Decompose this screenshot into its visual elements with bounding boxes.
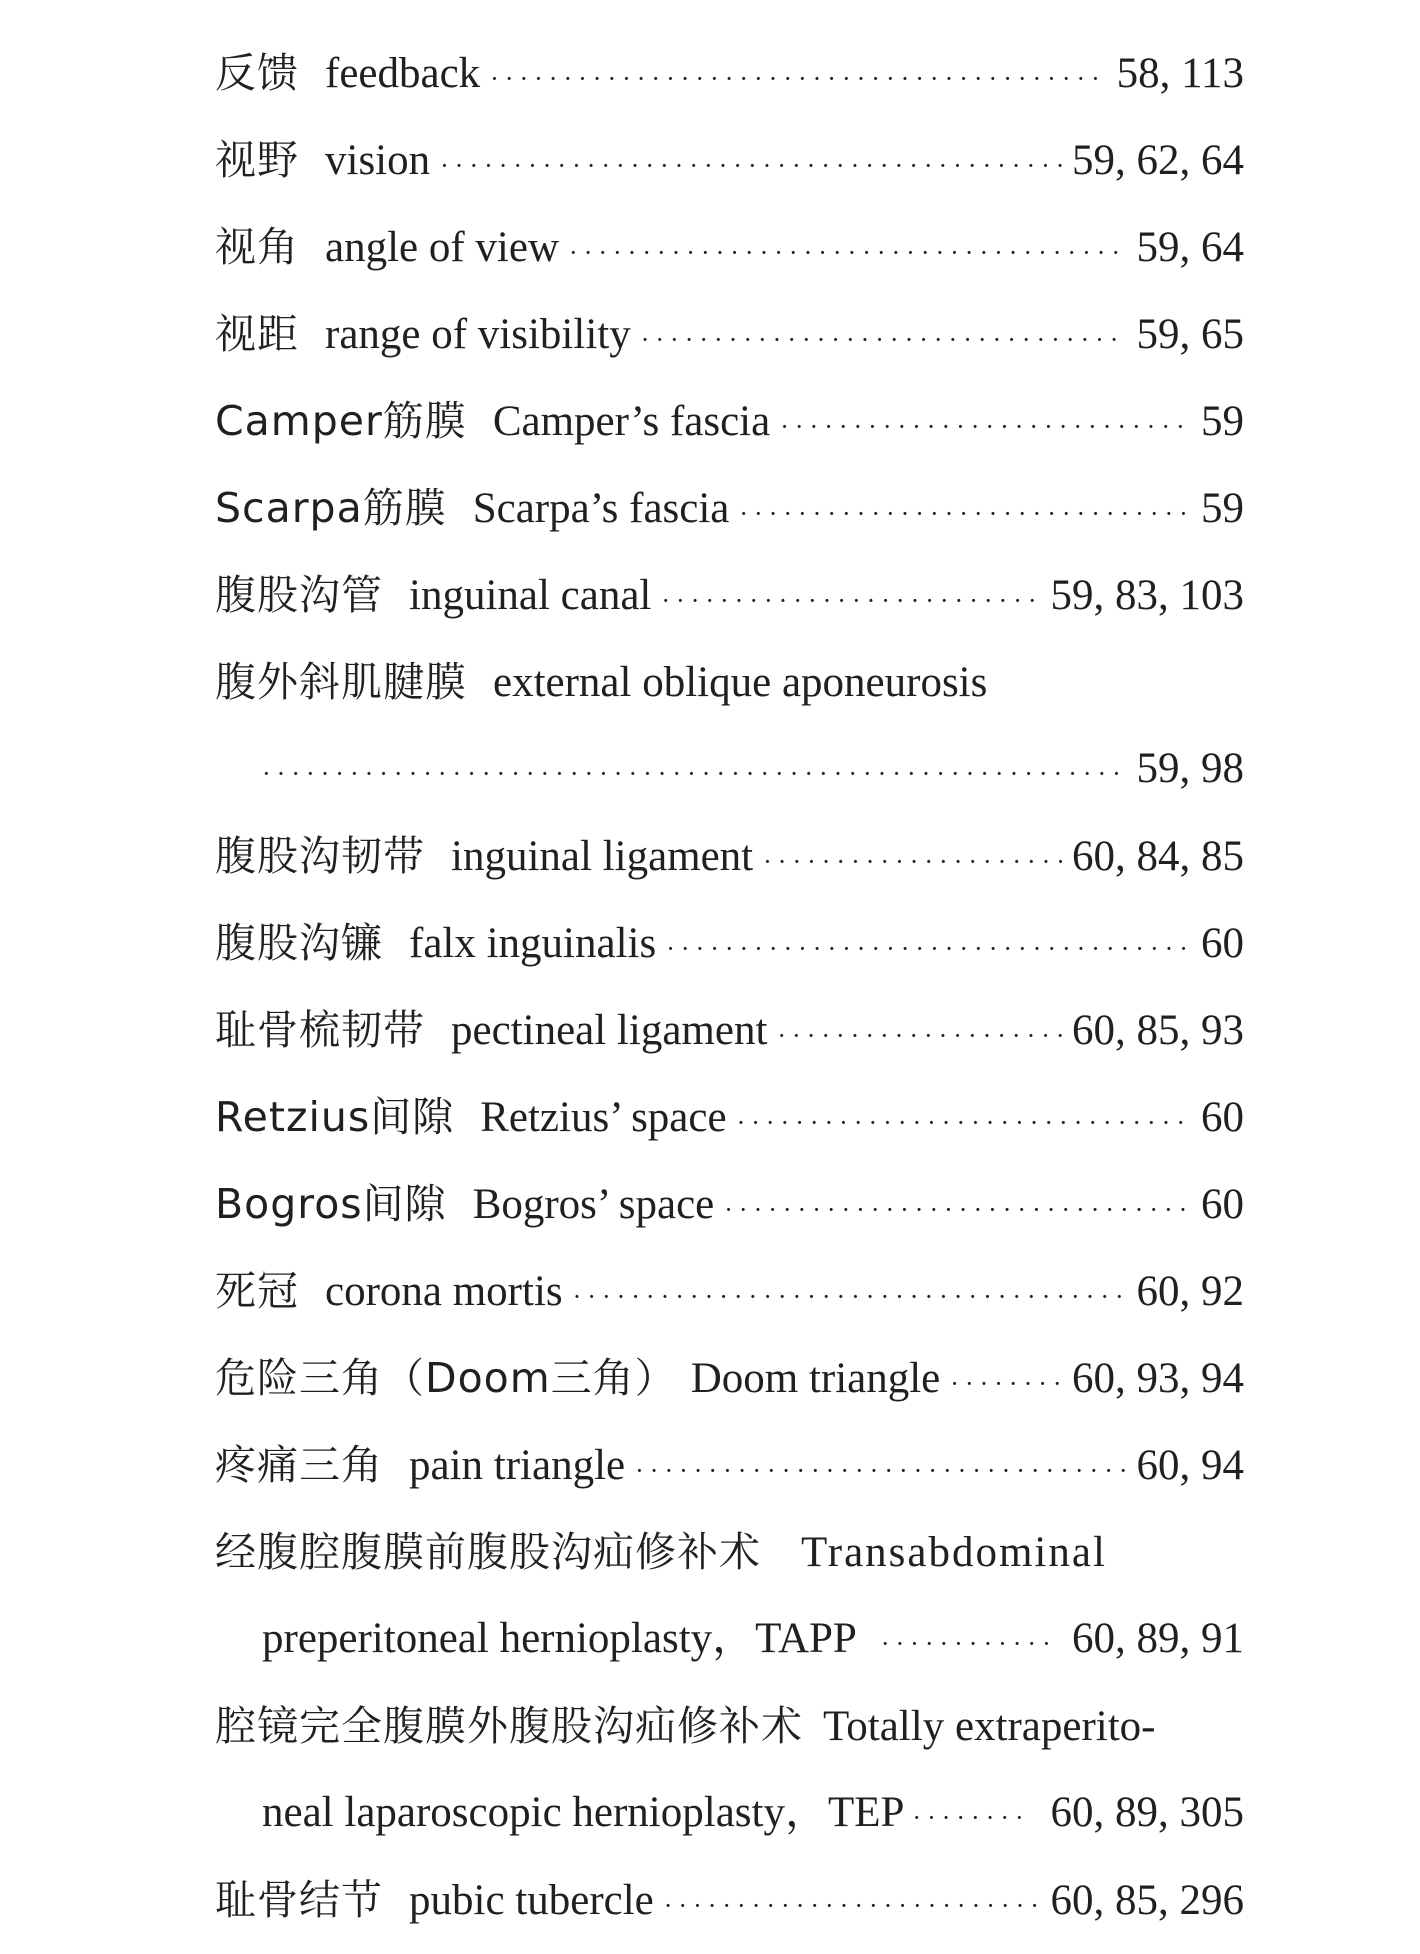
dot-leader xyxy=(950,1353,1062,1415)
entry-chinese-term: Retzius间隙 xyxy=(215,1093,455,1141)
entry-chinese-term: 疼痛三角 xyxy=(215,1441,383,1489)
entry-english-term: Camper’s fascia xyxy=(492,398,771,445)
index-entry-campers-fascia xyxy=(215,390,1244,452)
dot-leader xyxy=(573,1266,1127,1328)
entry-page-numbers: 58, 113 xyxy=(1116,50,1244,97)
dot-leader xyxy=(490,48,1106,110)
entry-chinese-term: 腔镜完全腹膜外腹股沟疝修补术 xyxy=(215,1702,803,1750)
entry-english-term: Transabdominal xyxy=(801,1529,1107,1576)
index-entry-retzius-space xyxy=(215,1086,1244,1148)
entry-page-numbers: 59 xyxy=(1201,398,1244,445)
entry-chinese-term: 耻骨梳韧带 xyxy=(215,1006,425,1054)
entry-english-term: vision xyxy=(325,137,431,184)
index-entry-range-of-visibility xyxy=(215,303,1244,365)
entry-english-term: external oblique aponeurosis xyxy=(493,659,988,706)
entry-page-numbers: 59, 83, 103 xyxy=(1050,572,1244,619)
index-entry-tep xyxy=(215,1695,1255,1757)
entry-chinese-term: 反馈 xyxy=(215,49,299,97)
entry-chinese-term: 视角 xyxy=(215,223,299,271)
entry-english-term: inguinal ligament xyxy=(451,833,754,880)
entry-chinese-term: 腹外斜肌腱膜 xyxy=(215,658,467,706)
dot-leader xyxy=(912,1787,1026,1849)
dot-leader xyxy=(569,222,1126,284)
dot-leader xyxy=(737,1092,1191,1154)
dot-leader xyxy=(664,1875,1041,1937)
entry-chinese-term: 腹股沟韧带 xyxy=(215,832,425,880)
entry-english-term: pain triangle xyxy=(409,1442,626,1489)
index-entry-scarpas-fascia xyxy=(215,477,1244,539)
index-entry-external-oblique-aponeurosis xyxy=(215,651,1065,713)
entry-page-numbers: 60, 85, 296 xyxy=(1050,1877,1244,1924)
index-entry-tapp xyxy=(215,1521,1255,1583)
index-entry-doom-triangle xyxy=(215,1347,1244,1409)
index-entry-vision xyxy=(215,129,1244,191)
entry-page-numbers: 59, 62, 64 xyxy=(1072,137,1244,184)
entry-english-term: pectineal ligament xyxy=(451,1007,768,1054)
entry-chinese-term: Bogros间隙 xyxy=(215,1180,447,1228)
dot-leader xyxy=(666,918,1191,980)
dot-leader xyxy=(763,831,1062,893)
entry-chinese-term: 视野 xyxy=(215,136,299,184)
entry-page-numbers: 59, 64 xyxy=(1136,224,1244,271)
entry-page-numbers: 59, 65 xyxy=(1136,311,1244,358)
entry-english-term: pubic tubercle xyxy=(409,1877,654,1924)
entry-chinese-term: 经腹腔腹膜前腹股沟疝修补术 xyxy=(215,1528,761,1576)
index-entry-external-oblique-aponeurosis-continuation xyxy=(262,738,1244,800)
entry-english-term: inguinal canal xyxy=(409,572,652,619)
entry-page-numbers: 60, 84, 85 xyxy=(1072,833,1244,880)
index-entry-pectineal-ligament xyxy=(215,999,1244,1061)
dot-leader xyxy=(724,1179,1191,1241)
entry-chinese-term: 危险三角（Doom三角） xyxy=(215,1354,677,1402)
entry-page-numbers: 59, 98 xyxy=(1136,745,1244,792)
entry-english-term: falx inguinalis xyxy=(409,920,657,967)
index-entry-pain-triangle xyxy=(215,1434,1244,1496)
entry-page-numbers: 59 xyxy=(1201,485,1244,532)
entry-page-numbers: 60, 93, 94 xyxy=(1072,1355,1244,1402)
dot-leader xyxy=(262,743,1127,805)
dot-leader xyxy=(780,396,1191,458)
entry-english-term-continuation: neal laparoscopic hernioplasty，TEP xyxy=(262,1789,905,1836)
index-entry-angle-of-view xyxy=(215,216,1244,278)
entry-chinese-term: Camper筋膜 xyxy=(215,397,467,445)
index-entry-bogros-space xyxy=(215,1173,1244,1235)
index-entry-inguinal-ligament xyxy=(215,825,1244,887)
entry-chinese-term: 死冠 xyxy=(215,1267,299,1315)
entry-page-numbers: 60 xyxy=(1201,1094,1244,1141)
dot-leader xyxy=(440,135,1062,197)
entry-chinese-term: 视距 xyxy=(215,310,299,358)
dot-leader xyxy=(881,1613,1048,1675)
entry-chinese-term: 腹股沟镰 xyxy=(215,919,383,967)
index-entry-tep-continuation xyxy=(262,1782,1244,1844)
entry-english-term-continuation: preperitoneal hernioplasty，TAPP xyxy=(262,1615,857,1662)
dot-leader xyxy=(777,1005,1062,1067)
entry-english-term: Doom triangle xyxy=(690,1355,941,1402)
entry-english-term: Totally extraperito- xyxy=(823,1703,1156,1750)
entry-english-term: Scarpa’s fascia xyxy=(472,485,730,532)
entry-chinese-term: 腹股沟管 xyxy=(215,571,383,619)
entry-page-numbers: 60 xyxy=(1201,920,1244,967)
index-entry-inguinal-canal xyxy=(215,564,1244,626)
entry-page-numbers: 60, 89, 305 xyxy=(1050,1789,1244,1836)
entry-chinese-term: Scarpa筋膜 xyxy=(215,484,447,532)
entry-english-term: Bogros’ space xyxy=(472,1181,715,1228)
dot-leader xyxy=(661,570,1040,632)
entry-page-numbers: 60 xyxy=(1201,1181,1244,1228)
index-entry-pubic-tubercle xyxy=(215,1869,1244,1931)
entry-page-numbers: 60, 92 xyxy=(1136,1268,1244,1315)
entry-page-numbers: 60, 89, 91 xyxy=(1072,1615,1244,1662)
index-entry-corona-mortis xyxy=(215,1260,1244,1322)
dot-leader xyxy=(739,483,1191,545)
index-entry-falx-inguinalis xyxy=(215,912,1244,974)
entry-english-term: Retzius’ space xyxy=(480,1094,727,1141)
entry-english-term: angle of view xyxy=(325,224,560,271)
entry-english-term: corona mortis xyxy=(325,1268,563,1315)
index-entry-tapp-continuation xyxy=(262,1608,1244,1670)
dot-leader xyxy=(641,309,1127,371)
index-entry-feedback xyxy=(215,42,1244,104)
entry-english-term: feedback xyxy=(325,50,481,97)
entry-chinese-term: 耻骨结节 xyxy=(215,1876,383,1924)
entry-english-term: range of visibility xyxy=(325,311,631,358)
entry-page-numbers: 60, 94 xyxy=(1136,1442,1244,1489)
dot-leader xyxy=(635,1440,1126,1502)
entry-page-numbers: 60, 85, 93 xyxy=(1072,1007,1244,1054)
